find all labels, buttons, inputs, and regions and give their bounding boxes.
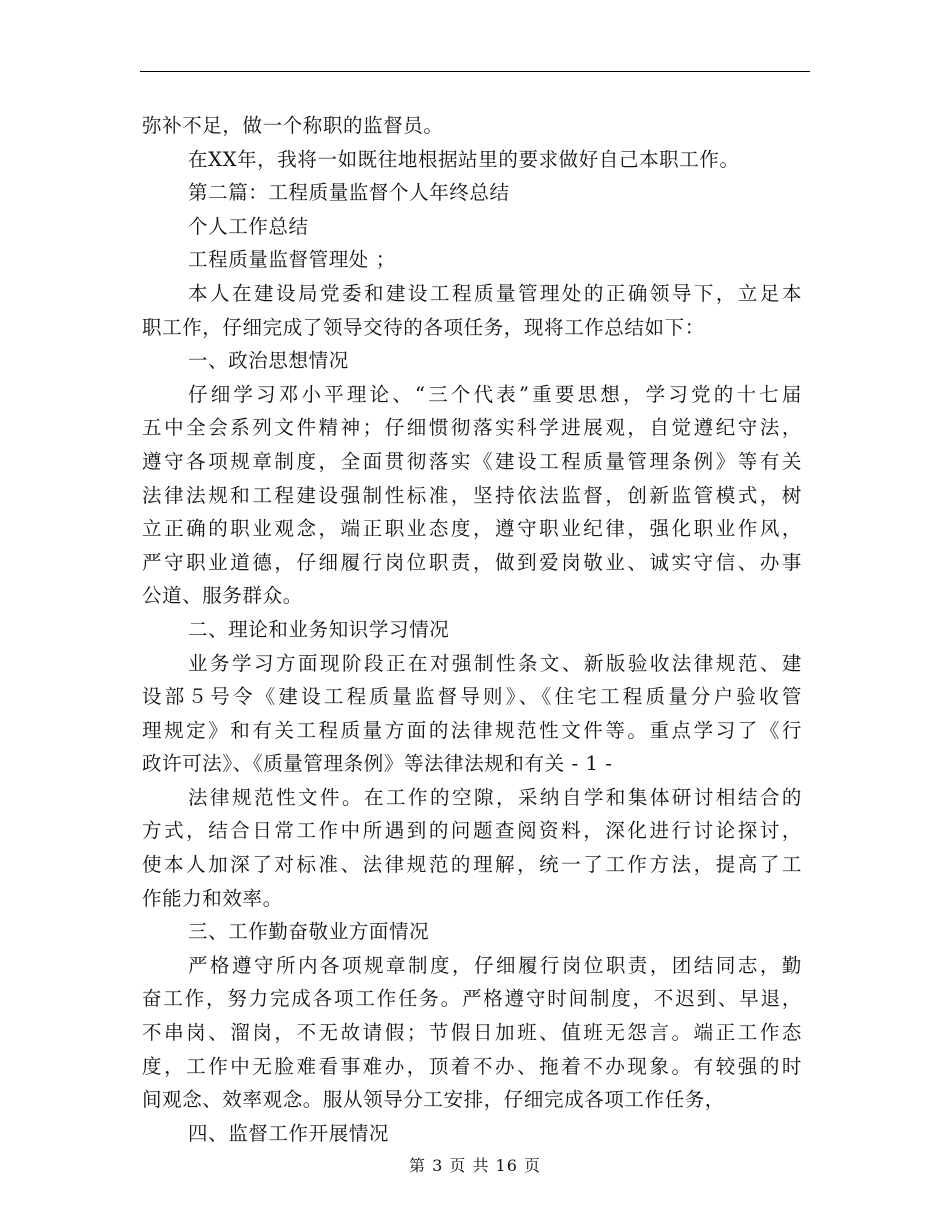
footer-prefix: 第 (408, 1156, 426, 1175)
page-footer (0, 1153, 950, 1176)
section-heading: 第二篇：工程质量监督个人年终总结 (188, 181, 510, 205)
text-line: 不串岗、溜岗，不无故请假；节假日加班、值班无怨言。端正工作态 (142, 1021, 802, 1045)
text-line: 职工作，仔细完成了领导交待的各项任务，现将工作总结如下： (142, 315, 705, 339)
text-line: 严格遵守所内各项规章制度，仔细履行岗位职责，团结同志，勤 (188, 953, 802, 977)
text-line: 理规定》和有关工程质量方面的法律规范性文件等。重点学习了《行 (142, 718, 802, 742)
text-line: 作能力和效率。 (142, 886, 283, 910)
text-line: 设部５号令《建设工程质量监督导则》、《住宅工程质量分户验收管 (142, 685, 802, 709)
text-line: 方式，结合日常工作中所遇到的问题查阅资料，深化进行讨论探讨， (142, 819, 802, 843)
text-line: 立正确的职业观念，端正职业态度，遵守职业纪律，强化职业作风， (142, 517, 802, 541)
text-line: 业务学习方面现阶段正在对强制性条文、新版验收法律规范、建 (188, 651, 802, 675)
section-heading: 一、政治思想情况 (188, 349, 349, 373)
text-line: 弥补不足，做一个称职的监督员。 (142, 114, 444, 137)
text-line: 遵守各项规章制度，全面贯彻落实《建设工程质量管理条例》等有关 (142, 449, 802, 473)
section-heading: 个人工作总结 (188, 214, 309, 238)
text-line: 本人在建设局党委和建设工程质量管理处的正确领导下，立足本 (188, 281, 802, 305)
text-line: 政许可法》、《质量管理条例》等法律法规和有关 - 1 - (142, 752, 613, 776)
section-heading: 三、工作勤奋敬业方面情况 (188, 920, 430, 944)
footer-suffix: 页 (524, 1156, 542, 1175)
document-body (142, 109, 802, 1150)
text-line: 法律规范性文件。在工作的空隙，采纳自学和集体研讨相结合的 (188, 785, 802, 809)
text-line: 五中全会系列文件精神；仔细惯彻落实科学进展观，自觉遵纪守法， (142, 416, 802, 440)
text-line: 法律法规和工程建设强制性标准，坚持依法监督，创新监管模式，树 (142, 483, 802, 507)
section-heading: 二、理论和业务知识学习情况 (188, 617, 450, 641)
text-line: 严守职业道德，仔细履行岗位职责，做到爱岗敬业、诚实守信、办事 (142, 550, 802, 574)
text-line: 使本人加深了对标准、法律规范的理解，统一了工作方法，提高了工 (142, 853, 802, 877)
text-line: 间观念、效率观念。服从领导分工安排，仔细完成各项工作任务， (142, 1088, 725, 1112)
footer-current-page: 3 (432, 1156, 444, 1175)
footer-middle: 页 共 (449, 1156, 490, 1175)
text-line: 仔细学习邓小平理论、“三个代表”重要思想，学习党的十七届 (188, 382, 802, 406)
text-line: 度，工作中无脸难看事难办，顶着不办、拖着不办现象。有较强的时 (142, 1054, 802, 1078)
section-heading: 四、监督工作开展情况 (188, 1121, 390, 1145)
text-line: 奋工作，努力完成各项工作任务。严格遵守时间制度，不迟到、早退， (142, 987, 802, 1011)
text-line: 在XX年，我将一如既往地根据站里的要求做好自己本职工作。 (188, 147, 740, 171)
header-rule (140, 71, 810, 72)
footer-total-pages: 16 (495, 1156, 518, 1175)
addressee-line: 工程质量监督管理处 ； (188, 248, 396, 272)
text-line: 公道、服务群众。 (142, 584, 303, 608)
